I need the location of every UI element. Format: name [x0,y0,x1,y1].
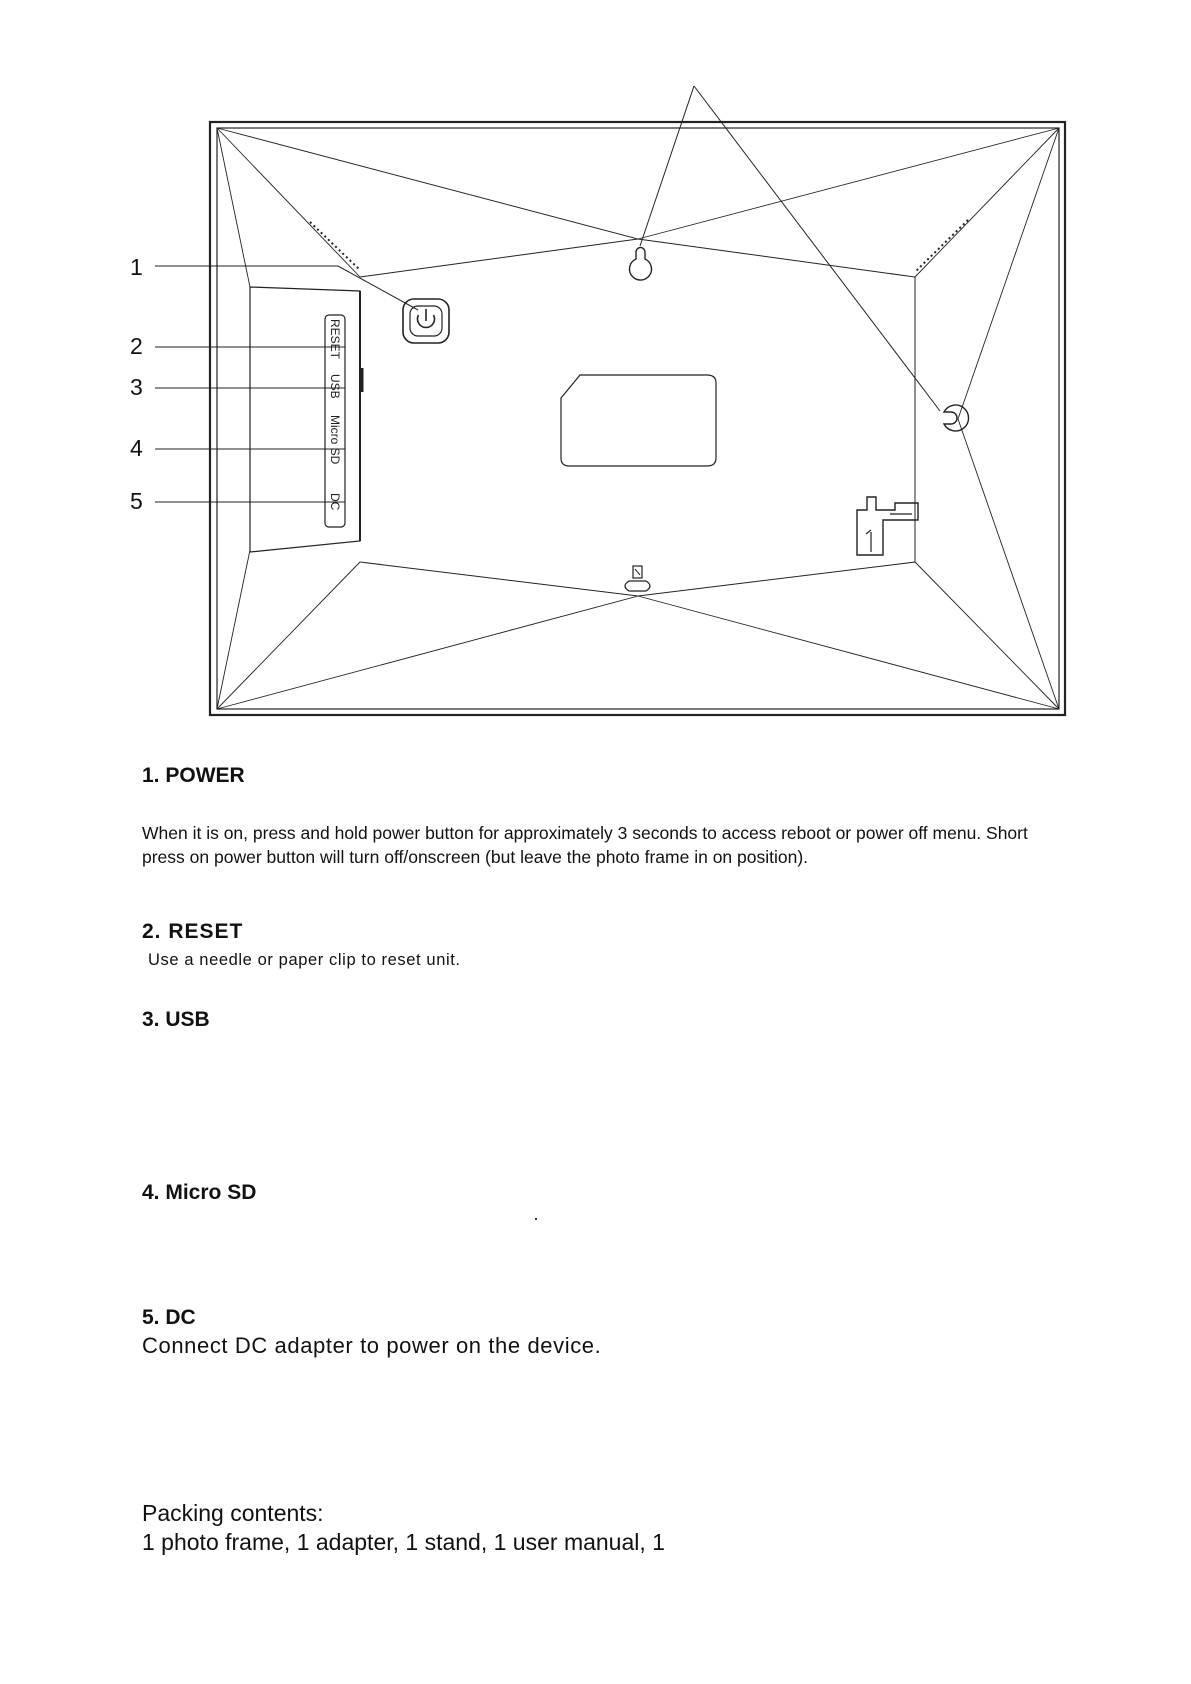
frame-diagonals [217,128,1059,709]
stray-dot [535,1218,537,1220]
section-dc-title: 5. DC [142,1306,196,1329]
port-label-dc: DC [328,493,342,511]
callout-4: 4 [130,435,143,461]
callout-1: 1 [130,254,143,280]
section-reset-body: Use a needle or paper clip to reset unit. [148,951,461,969]
section-usb-title: 3. USB [142,1008,210,1031]
callout-3: 3 [130,374,143,400]
section-microsd-title: 4. Micro SD [142,1181,257,1204]
section-power-title: 1. POWER [142,764,245,787]
port-panel [250,287,360,552]
callout-5: 5 [130,488,143,514]
keyhole-mount-right [944,405,969,431]
stand-socket [857,497,918,555]
port-label-microsd: Micro SD [328,415,342,465]
port-label-reset: RESET [328,319,342,360]
section-power-body: When it is on, press and hold power button for approximately 3 seconds to access reboot or power off menu. Short press on power button will turn off/onscreen (but leave the photo frame in on position). [142,823,1028,867]
section-dc-body: Connect DC adapter to power on the device. [142,1333,602,1358]
label-sticker-area [561,375,716,466]
speaker-grille-left [310,222,360,270]
packing-title: Packing contents: [142,1500,324,1526]
back-panel-outline [360,239,915,596]
speaker-grille-right [915,220,968,272]
port-label-usb: USB [328,374,342,399]
callout-lines [155,86,940,502]
frame-inner-border [217,128,1059,709]
frame-back-diagram [0,0,1191,730]
callout-2: 2 [130,333,143,359]
section-reset-title: 2. RESET [142,920,244,943]
bottom-lock-slot [625,581,650,591]
packing-items: 1 photo frame, 1 adapter, 1 stand, 1 user manual, 1 [142,1529,665,1555]
keyhole-mount-top [629,248,651,281]
